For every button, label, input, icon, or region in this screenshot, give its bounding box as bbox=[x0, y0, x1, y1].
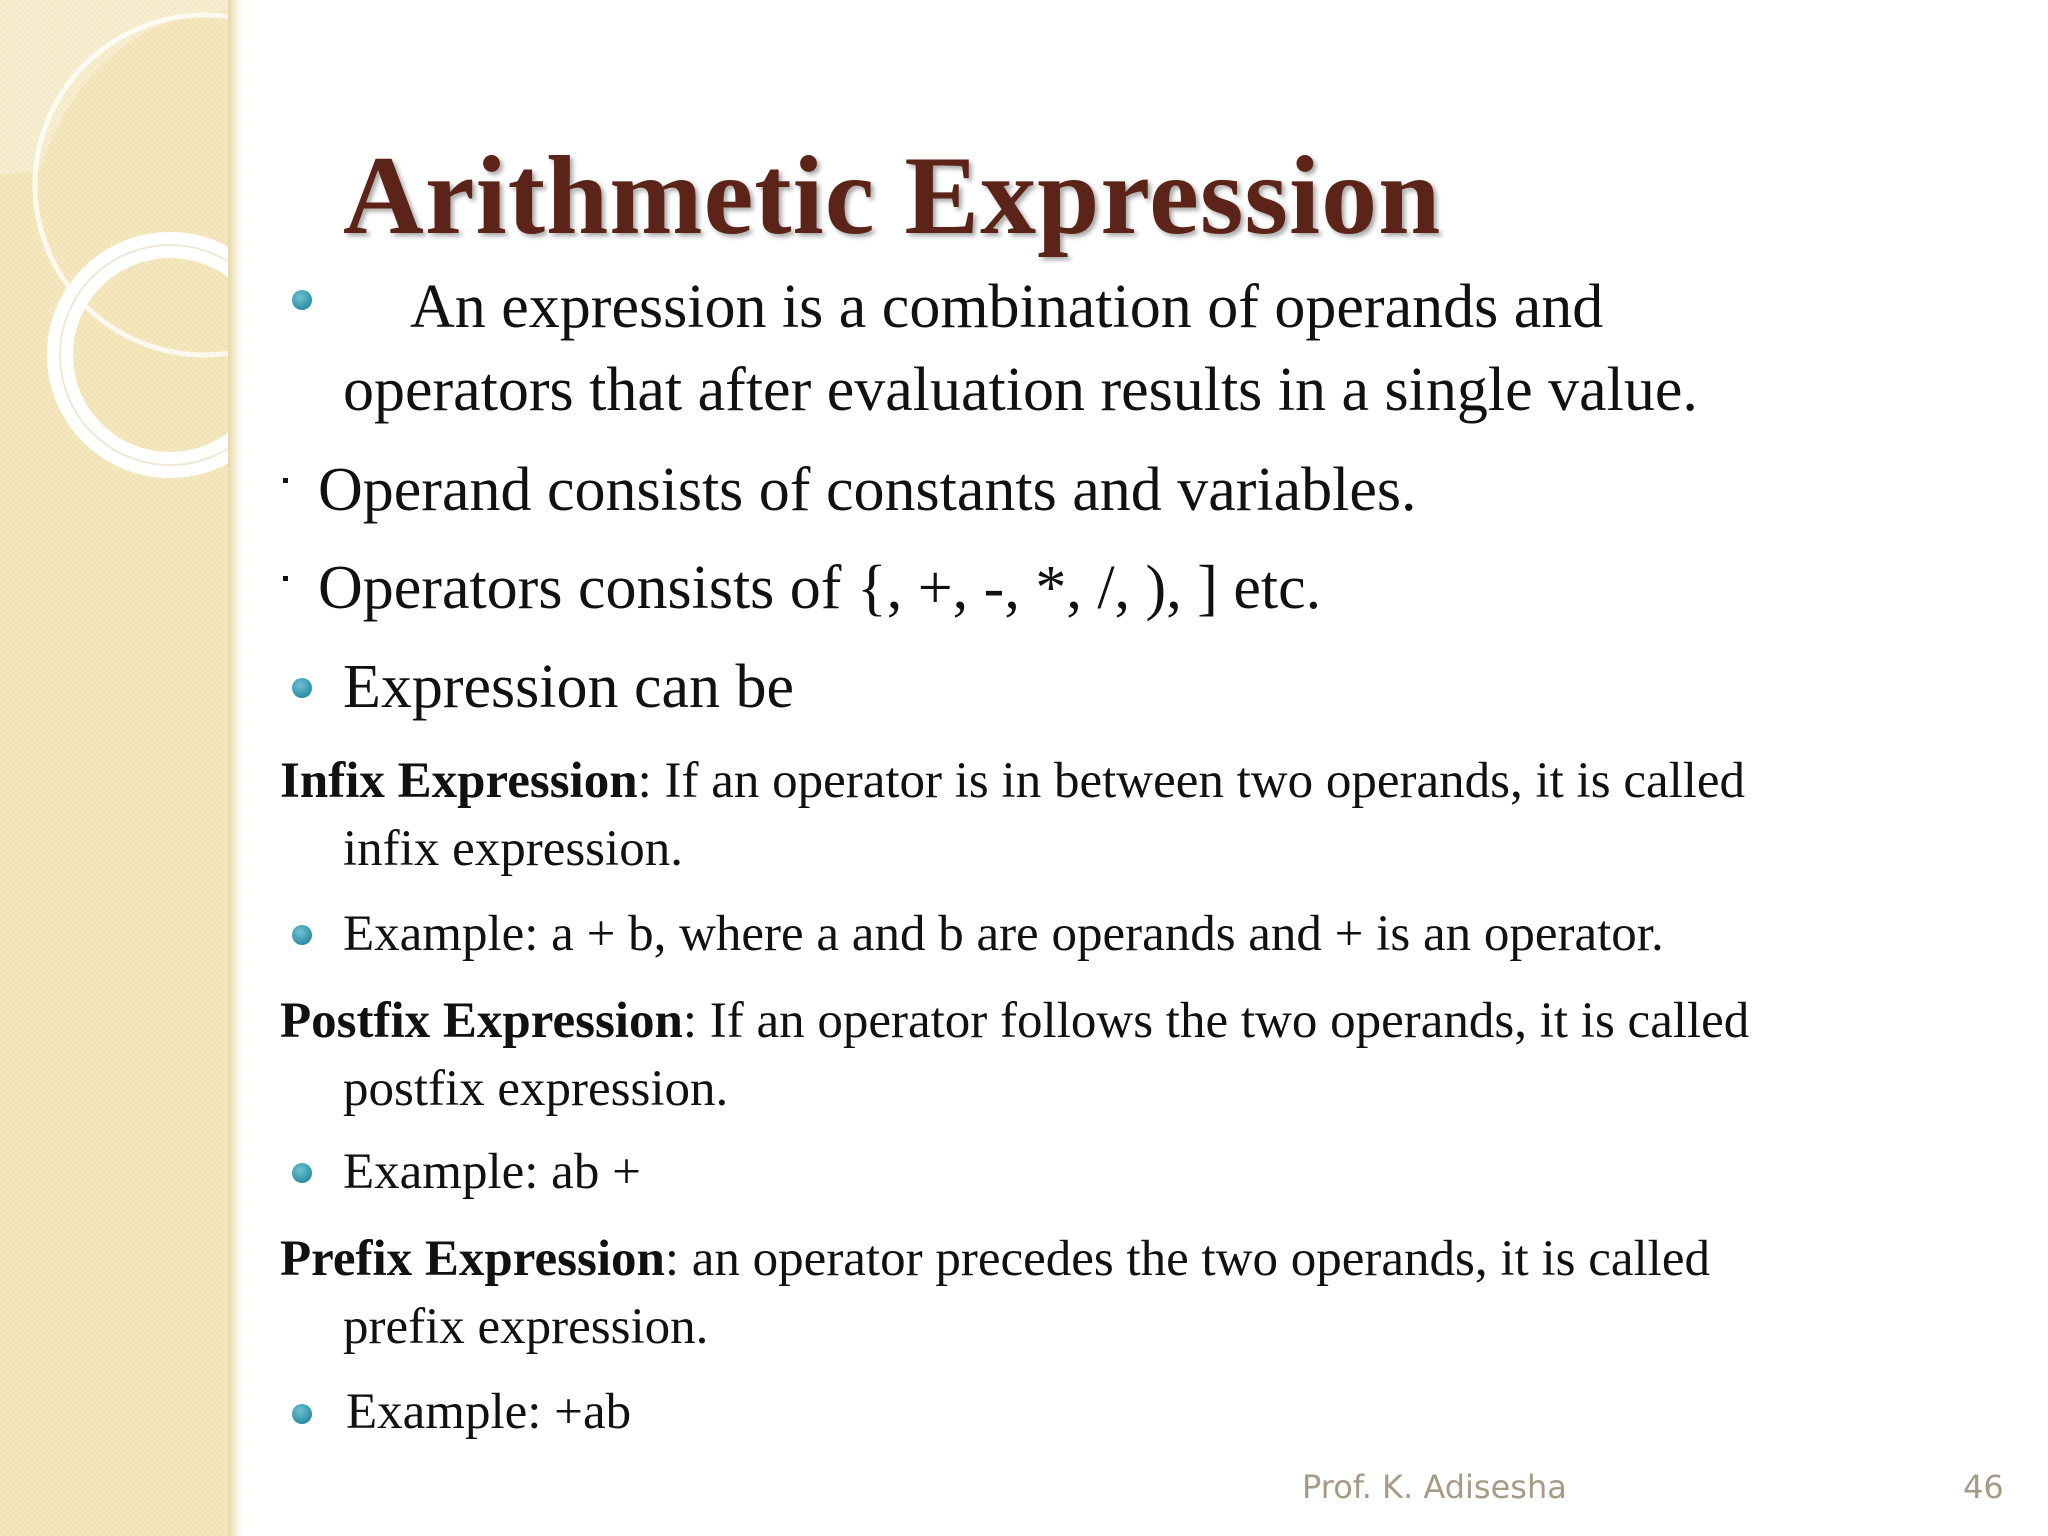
postfix-example: Example: ab + bbox=[343, 1144, 641, 1200]
expression-can-be: Expression can be bbox=[343, 653, 795, 721]
bullet-dot-icon bbox=[292, 1163, 312, 1183]
postfix-definition-line-1 bbox=[280, 992, 1749, 1050]
bullet-dot-icon bbox=[292, 290, 312, 310]
slide-title: Arithmetic Expression bbox=[343, 134, 1442, 258]
infix-definition-line-2: infix expression. bbox=[343, 821, 683, 877]
bullet-dot-icon bbox=[292, 925, 312, 945]
slide-page-number: 46 bbox=[1963, 1468, 2004, 1506]
intro-line-1: An expression is a combination of operands and bbox=[410, 273, 1604, 341]
postfix-term: Postfix Expression bbox=[280, 993, 683, 1049]
prefix-definition-text: : an operator precedes the two operands, it is called bbox=[664, 1231, 1710, 1287]
infix-term: Infix Expression bbox=[280, 753, 638, 809]
postfix-definition-line-2: postfix expression. bbox=[343, 1061, 729, 1117]
prefix-example: Example: +ab bbox=[346, 1384, 632, 1440]
prefix-definition-line-2: prefix expression. bbox=[343, 1299, 709, 1355]
infix-definition-text: : If an operator is in between two operands, it is called bbox=[637, 753, 1746, 809]
postfix-definition-text: : If an operator follows the two operands, it is called bbox=[682, 993, 1750, 1049]
bullet-dot-icon bbox=[292, 1404, 312, 1424]
infix-definition-line-1 bbox=[280, 752, 1745, 810]
prefix-term: Prefix Expression bbox=[280, 1231, 665, 1287]
small-square-bullet-icon bbox=[283, 478, 288, 483]
side-panel-edge bbox=[228, 0, 242, 1536]
decorative-side-panel bbox=[0, 0, 228, 1536]
prefix-definition-line-1 bbox=[280, 1230, 1710, 1288]
small-square-bullet-icon bbox=[283, 576, 288, 581]
footer-author: Prof. K. Adisesha bbox=[1302, 1468, 1567, 1506]
operand-definition: Operand consists of constants and variables. bbox=[318, 456, 1417, 524]
operators-definition: Operators consists of {, +, -, *, /, ), ] etc. bbox=[318, 554, 1322, 622]
bullet-dot-icon bbox=[292, 678, 312, 698]
infix-example: Example: a + b, where a and b are operands and + is an operator. bbox=[343, 906, 1664, 962]
intro-line-2: operators that after evaluation results in a single value. bbox=[343, 356, 1698, 424]
decorative-rings-graphic bbox=[0, 0, 228, 520]
